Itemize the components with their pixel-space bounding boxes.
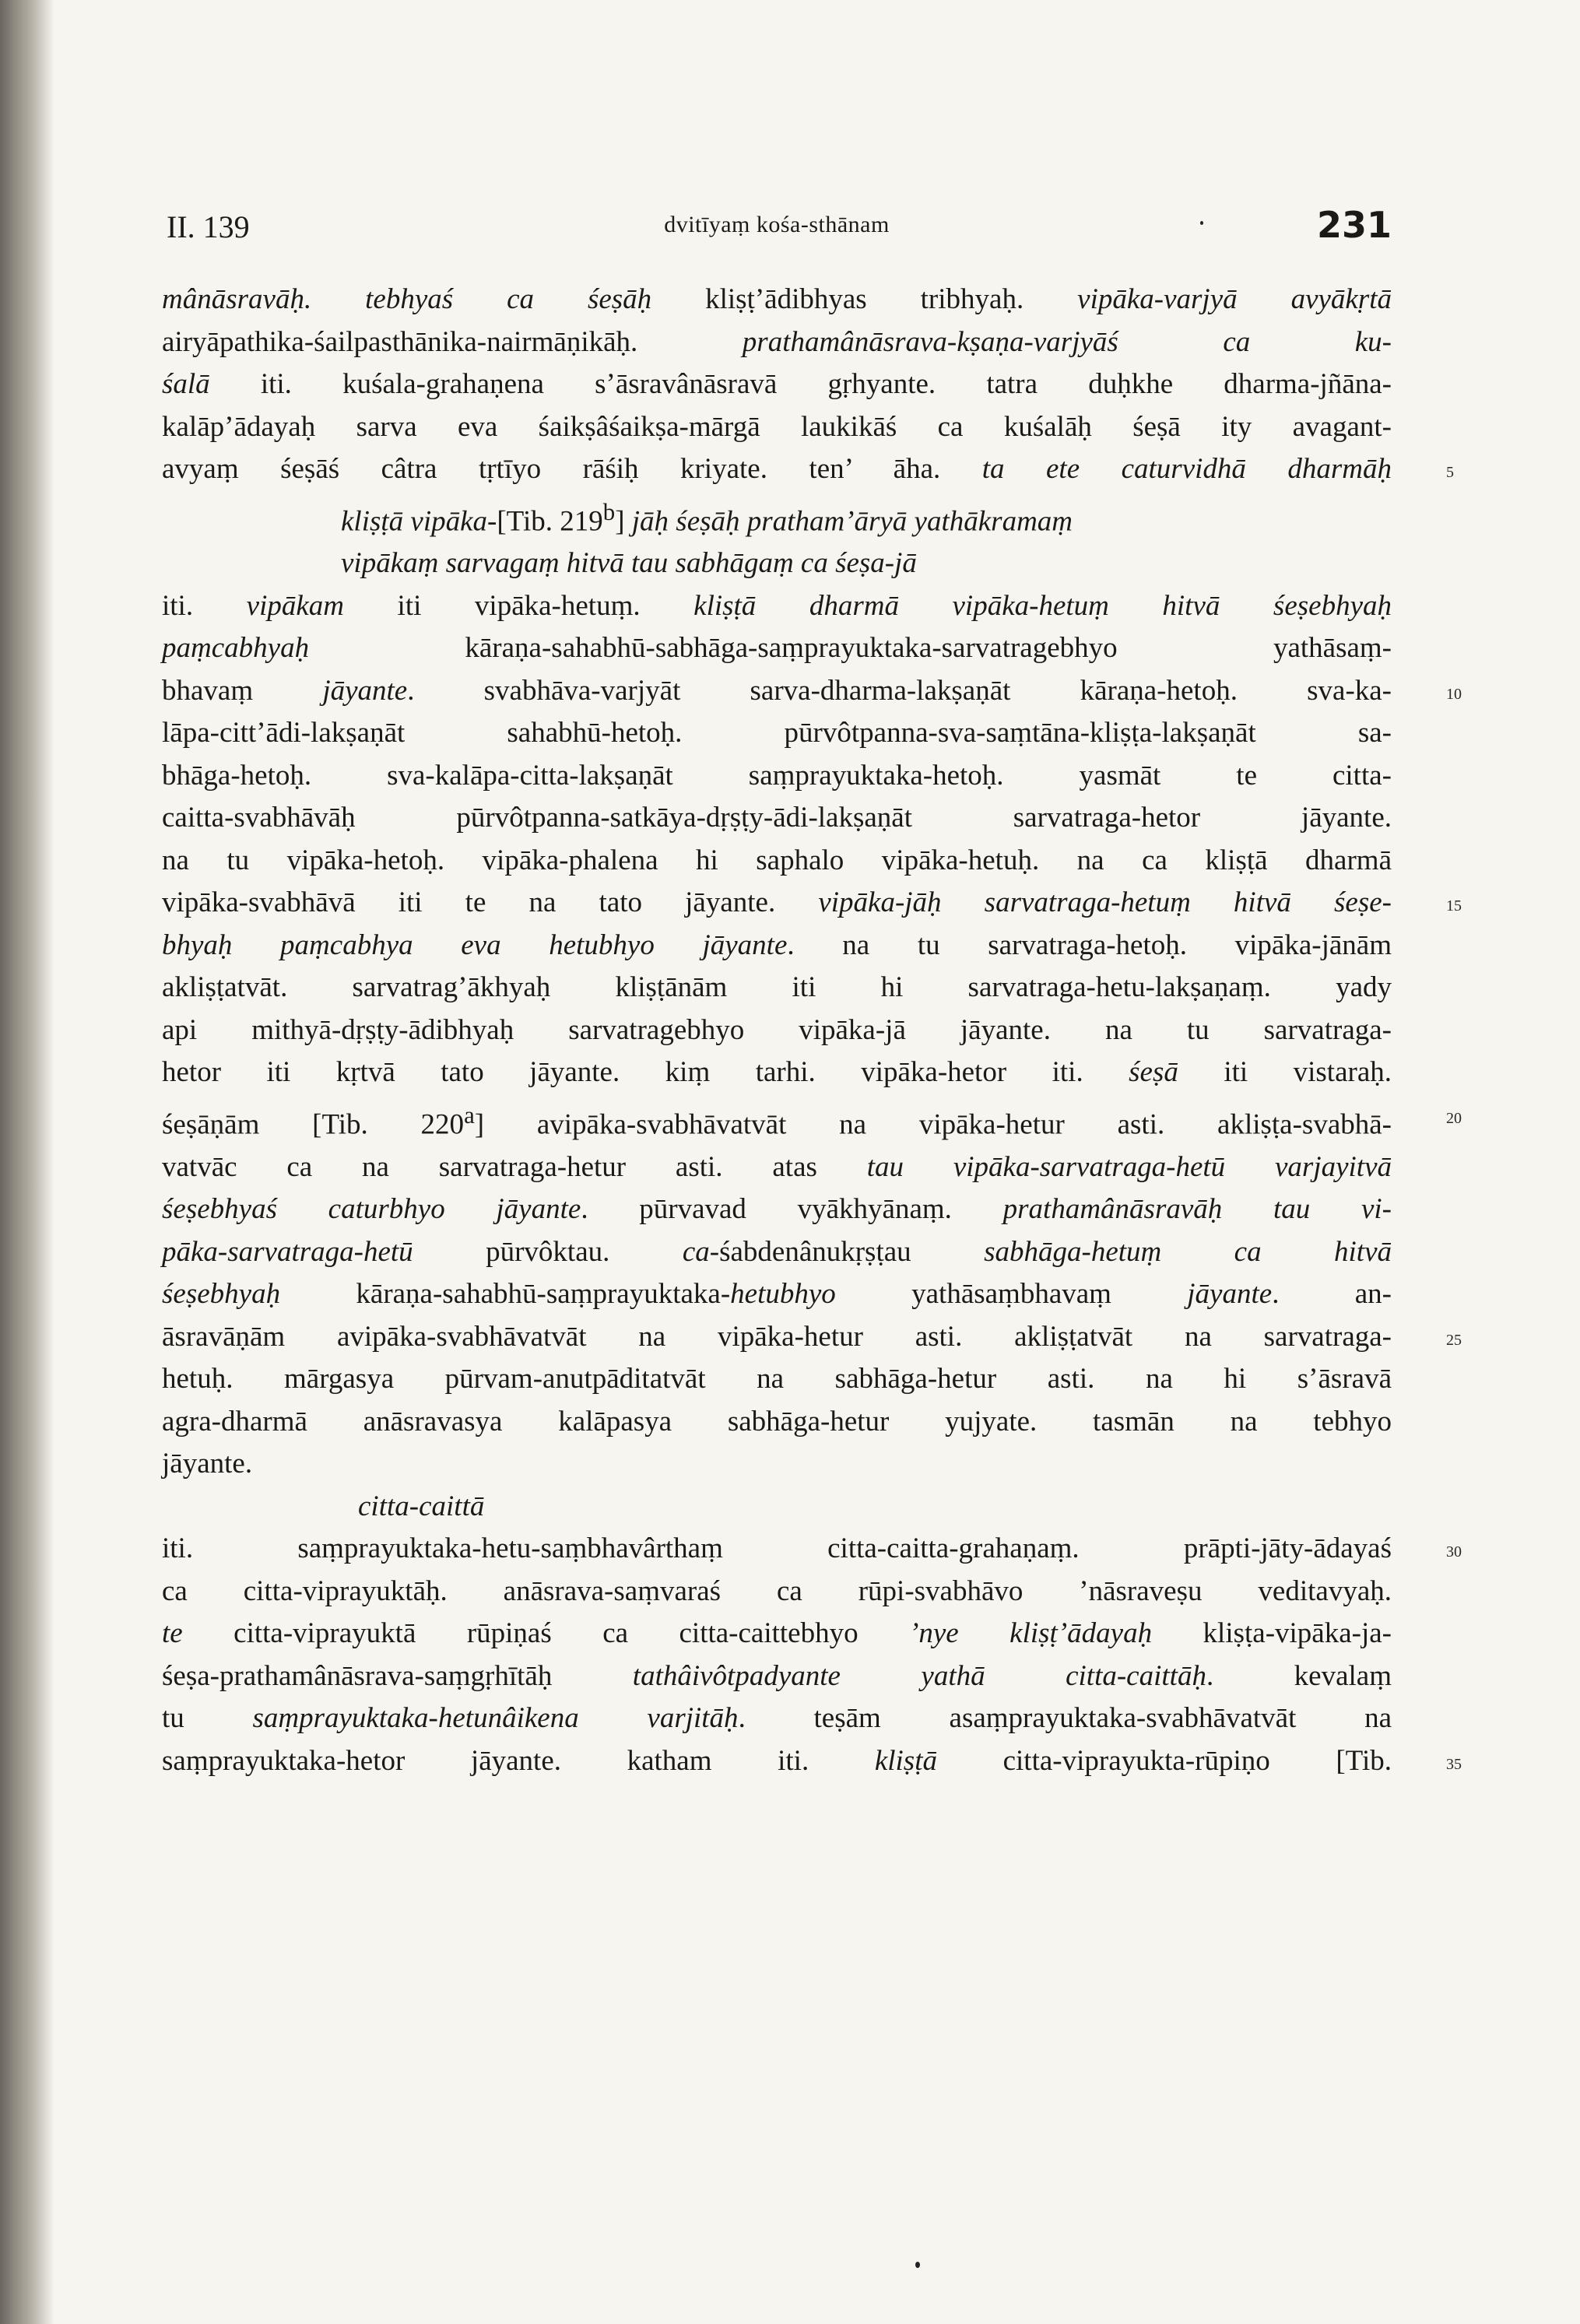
line-number: 15 xyxy=(1446,897,1462,915)
text-line: api mithyā-dṛṣṭy-ādibhyaḥ sarvatragebhyo vipāka-jā jāyante. na tu sarvatraga- xyxy=(162,1013,1392,1046)
text-line: bhyaḥ paṃcabhya eva hetubhyo jāyante. na tu sarvatraga-hetoḥ. vipāka-jānām xyxy=(162,929,1392,961)
text-line: tu saṃprayuktaka-hetunâikena varjitāḥ. teṣām asaṃprayuktaka-svabhāvatvāt na xyxy=(162,1702,1392,1735)
text-line: vipākaṃ sarvagaṃ hitvā tau sabhāgaṃ ca śeṣa-jā xyxy=(341,547,917,580)
text-line: pāka-sarvatraga-hetū pūrvôktau. ca-śabdenânukṛṣṭau sabhāga-hetuṃ ca hitvā xyxy=(162,1235,1392,1268)
text-line: śeṣebhyaś caturbhyo jāyante. pūrvavad vyākhyānaṃ. prathamânāsravāḥ tau vi- xyxy=(162,1193,1392,1226)
line-number: 35 xyxy=(1446,1755,1462,1773)
text-line: vatvāc ca na sarvatraga-hetur asti. atas tau vipāka-sarvatraga-hetū varjayitvā xyxy=(162,1150,1392,1183)
text-line: hetuḥ. mārgasya pūrvam-anutpāditatvāt na sabhāga-hetur asti. na hi s’āsravā xyxy=(162,1363,1392,1395)
text-line: paṃcabhyaḥ kāraṇa-sahabhū-sabhāga-saṃprayuktaka-sarvatragebhyo yathāsaṃ- xyxy=(162,632,1392,665)
text-line: jāyante. xyxy=(162,1448,253,1480)
text-line: āsravāṇām avipāka-svabhāvatvāt na vipāka-hetur asti. akliṣṭatvāt na sarvatraga- 25 xyxy=(162,1316,1392,1359)
print-speck xyxy=(915,2262,920,2268)
text-line: śeṣāṇām [Tib. 220$^a$] avipāka-svabhāvatvāt na vipāka-hetur asti. akliṣṭa-svabhā- 20 xyxy=(162,1094,1392,1146)
text-line: iti. vipākam iti vipāka-hetuṃ. kliṣṭā dharmā vipāka-hetuṃ hitvā śeṣebhyaḥ xyxy=(162,589,1392,622)
text-line: iti. saṃprayuktaka-hetu-saṃbhavârthaṃ citta-caitta-grahaṇaṃ. prāpti-jāty-ādayaś 30 xyxy=(162,1528,1392,1571)
line-number: 10 xyxy=(1446,685,1462,703)
text-line: avyaṃ śeṣāś câtra tṛtīyo rāśiḥ kriyate. ten’ āha. ta ete caturvidhā dharmāḥ 5 xyxy=(162,448,1392,491)
text-line: airyāpathika-śailpasthānika-nairmāṇikāḥ. prathamânāsrava-kṣaṇa-varjyāś ca ku- xyxy=(162,325,1392,358)
text-line: lāpa-citt’ādi-lakṣaṇāt sahabhū-hetoḥ. pūrvôtpanna-sva-saṃtāna-kliṣṭa-lakṣaṇāt sa- xyxy=(162,717,1392,750)
text-line: śeṣa-prathamânāsrava-saṃgṛhītāḥ tathâivôtpadyante yathā citta-caittāḥ. kevalaṃ xyxy=(162,1659,1392,1692)
text-line: śalā iti. kuśala-grahaṇena s’āsravânāsravā gṛhyante. tatra duḥkhe dharma-jñāna- xyxy=(162,368,1392,400)
page-number: 231 xyxy=(1316,204,1392,246)
text-line: bhāga-hetoḥ. sva-kalāpa-citta-lakṣaṇāt saṃprayuktaka-hetoḥ. yasmāt te citta- xyxy=(162,759,1392,792)
text-line: akliṣṭatvāt. sarvatrag’ākhyaḥ kliṣṭānām iti hi sarvatraga-hetu-lakṣaṇaṃ. yady xyxy=(162,971,1392,1004)
print-speck xyxy=(1200,221,1203,225)
text-line: kalāp’ādayaḥ sarva eva śaikṣâśaikṣa-mārgā laukikāś ca kuśalāḥ śeṣā ity avagant- xyxy=(162,410,1392,443)
text-line: na tu vipāka-hetoḥ. vipāka-phalena hi saphalo vipāka-hetuḥ. na ca kliṣṭā dharmā xyxy=(162,844,1392,876)
running-head xyxy=(162,204,1392,255)
line-number: 25 xyxy=(1446,1331,1462,1349)
text-line: vipāka-svabhāvā iti te na tato jāyante. vipāka-jāḥ sarvatraga-hetuṃ hitvā śeṣe- 15 xyxy=(162,882,1392,925)
line-number: 20 xyxy=(1446,1109,1462,1127)
text-line: caitta-svabhāvāḥ pūrvôtpanna-satkāya-dṛṣṭy-ādi-lakṣaṇāt sarvatraga-hetor jāyante. xyxy=(162,802,1392,834)
text-line: hetor iti kṛtvā tato jāyante. kiṃ tarhi. vipāka-hetor iti. śeṣā iti vistaraḥ. xyxy=(162,1056,1392,1089)
text-line: mânāsravāḥ. tebhyaś ca śeṣāḥ kliṣṭ’ādibhyas tribhyaḥ. vipāka-varjyā avyākṛtā xyxy=(162,283,1392,315)
text-line: saṃprayuktaka-hetor jāyante. katham iti. kliṣṭā citta-viprayukta-rūpiṇo [Tib. 35 xyxy=(162,1740,1392,1783)
text-body xyxy=(162,279,1462,1782)
line-number: 30 xyxy=(1446,1543,1462,1561)
text-line: ca citta-viprayuktāḥ. anāsrava-saṃvaraś ca rūpi-svabhāvo ’nāsraveṣu veditavyaḥ. xyxy=(162,1574,1392,1607)
chapter-title: dvitīyaṃ kośa-sthānam xyxy=(664,212,890,237)
line-number: 5 xyxy=(1446,464,1454,481)
text-line: kliṣṭā vipāka-[Tib. 219$^b$] jāḥ śeṣāḥ pratham’āryā yathākramaṃ xyxy=(341,498,1073,537)
text-line: agra-dharmā anāsravasya kalāpasya sabhāga-hetur yujyate. tasmān na tebhyo xyxy=(162,1405,1392,1438)
page xyxy=(162,204,1462,1782)
binding-shadow xyxy=(0,0,54,2324)
section-reference: II. 139 xyxy=(167,209,250,244)
text-line: citta-caittā xyxy=(358,1490,485,1522)
text-line: śeṣebhyaḥ kāraṇa-sahabhū-saṃprayuktaka-hetubhyo yathāsaṃbhavaṃ jāyante. an- xyxy=(162,1278,1392,1311)
text-line: bhavaṃ jāyante. svabhāva-varjyāt sarva-dharma-lakṣaṇāt kāraṇa-hetoḥ. sva-ka- 10 xyxy=(162,670,1392,713)
text-line: te citta-viprayuktā rūpiṇaś ca citta-caittebhyo ’nye kliṣṭ’ādayaḥ kliṣṭa-vipāka-ja- xyxy=(162,1617,1392,1650)
